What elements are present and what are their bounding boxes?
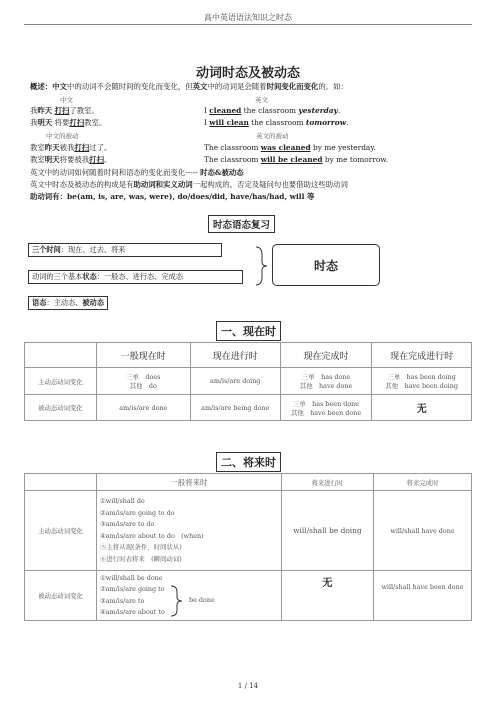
example-cn-2: 我明天 将要打扫教室。 [30, 118, 107, 127]
passive-en-1: The classroom was cleaned by me yesterday. [204, 143, 376, 152]
three-states-box: 动词的三个基本状态：一般态、进行态、完成态 [28, 270, 243, 284]
list-item: ④am/is/are about to [100, 608, 165, 616]
passive-label-english: 英文的被动 [256, 132, 289, 140]
list-item: ④am/is/are about to do (when) [100, 531, 204, 540]
table-cell: will/shall have been done [374, 571, 472, 621]
column-header: 一般将来时 [97, 474, 282, 491]
column-header: 将来进行时 [281, 474, 373, 491]
row-label: 主动态动词变化 [25, 368, 97, 395]
table-cell: am/is/are being done [190, 395, 280, 421]
column-label-english: 英文 [255, 96, 268, 104]
list-item: ①will/shall be done [100, 573, 163, 582]
table-header-row [25, 343, 472, 368]
row-label: 被动态动词变化 [25, 395, 97, 421]
passive-cn-2: 教室明天将要被我打扫。 [30, 155, 112, 164]
present-tense-table [24, 342, 472, 421]
intro-text: 中的动词不会随时间的变化而变化，但 [66, 82, 193, 91]
column-label-chinese: 中文 [60, 96, 73, 104]
table-row [25, 491, 472, 571]
table-header-row [25, 474, 472, 491]
table-row [25, 571, 472, 621]
table-row [25, 395, 472, 421]
intro-english: 英文 [192, 82, 208, 91]
table-cell: 无 [281, 571, 373, 621]
tense-box: 时态 [272, 244, 380, 286]
brace-icon [169, 585, 185, 617]
table-corner [25, 474, 97, 491]
intro-emphasis: 时间变化而变化 [266, 82, 319, 91]
list-item: ②am/is/are going to [100, 585, 165, 593]
table-cell: 三单 has been done 其他 have been done [280, 395, 372, 421]
table-row [25, 368, 472, 395]
page-title: 动词时态及被动态 [195, 66, 300, 81]
voice-box: 语态：主动态、被动态 [28, 296, 108, 310]
table-cell: will/shall have done [374, 491, 472, 571]
passive-en-2: The classroom will be cleaned by me tomorrow. [204, 155, 389, 164]
example-en-2: I will clean the classroom tomorrow. [204, 118, 349, 127]
table-cell: 无 [372, 395, 472, 421]
column-header: 现在进行时 [190, 343, 280, 368]
table-cell: am/is/are done [96, 395, 190, 421]
page-number: 1 / 14 [237, 682, 259, 690]
future-passive-list [97, 571, 282, 621]
future-active-list [97, 491, 282, 571]
intro-text: 中的动词是会随着 [207, 82, 267, 91]
passive-label-chinese: 中文的被动 [46, 132, 79, 140]
three-times-box: 三个时间：现在、过去、将来 [28, 243, 222, 257]
intro-text: 的。如： [318, 82, 348, 91]
review-section-title: 时态语态复习 [208, 215, 275, 233]
table-cell: 三单 has been doing 其他 have been doing [372, 368, 472, 395]
passive-cn-1: 教室昨天被我打扫过了。 [30, 143, 112, 152]
intro-label: 概述： [30, 82, 53, 91]
list-item: ③am/is/are to do [100, 520, 155, 528]
shared-be-done: be done [189, 596, 215, 604]
header-divider [24, 24, 472, 25]
column-header: 将来完成时 [374, 474, 472, 491]
page-header: 高中英语语法知识之时态 [204, 13, 292, 22]
list-item: ⑥进行时表将来 (瞬间动词) [100, 554, 182, 563]
table-cell: will/shall be doing [281, 491, 373, 571]
intro-paragraph [30, 82, 348, 92]
summary-line-1: 英文中的动词如何随着时间和语态的变化而变化----- 时态&被动态 [30, 168, 244, 177]
table-corner [25, 343, 97, 368]
row-label: 被动态动词变化 [25, 571, 97, 621]
column-header: 现在完成进行时 [372, 343, 472, 368]
table-cell: am/is/are doing [190, 368, 280, 395]
column-header: 一般现在时 [96, 343, 190, 368]
intro-chinese: 中文 [52, 82, 67, 91]
list-item: ③am/is/are to [100, 596, 145, 605]
table-cell: 三单 has done 其他 have done [280, 368, 372, 395]
list-item: ①will/shall do [100, 497, 145, 505]
summary-line-2: 英文中时态及被动态的构成是有助动词和实义动词一起构成的。否定及疑问句也要借助这些助动词 [30, 180, 348, 189]
row-label: 主动态动词变化 [25, 491, 97, 571]
column-header: 现在完成时 [280, 343, 372, 368]
list-item: ⑤主将从现(条件，时间状从) [100, 543, 182, 551]
list-item: ②am/is/are going to do [100, 508, 175, 517]
present-tense-heading: 一、现在时 [216, 321, 281, 341]
example-en-1: I cleaned the classroom yesterday. [204, 106, 341, 115]
brace-icon [252, 245, 272, 287]
table-cell: 三单 does 其他 do [96, 368, 190, 395]
auxiliary-verbs-line: 助动词有：be(am, is, are, was, were), do/does/did, have/has/had, will 等 [30, 192, 315, 201]
example-cn-1: 我昨天 打扫了教室。 [30, 106, 99, 115]
future-tense-table [24, 473, 472, 621]
future-tense-heading: 二、将来时 [216, 452, 281, 472]
